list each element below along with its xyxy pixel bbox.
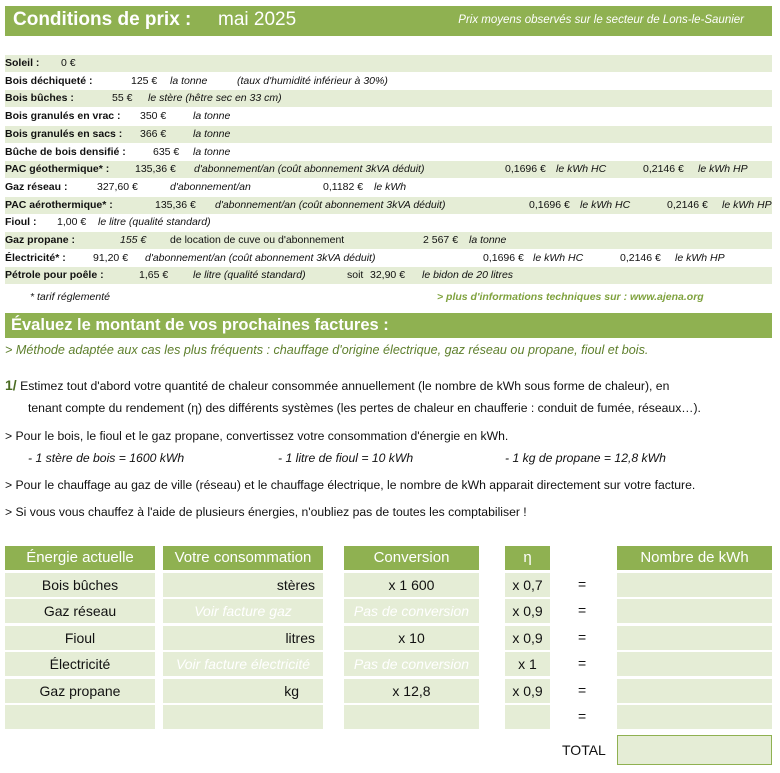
price-value: 327,60 € [97, 180, 138, 193]
step1-line1: 1/ Estimez tout d'abord votre quantité de chaleur consommée annuellement (le nombre de kWh sous forme de chaleur), en [5, 377, 670, 393]
price-label: PAC aérothermique* : [5, 198, 113, 211]
price-value: 0,1696 € [483, 251, 524, 264]
price-value: (taux d'humidité inférieur à 30%) [237, 74, 388, 87]
price-value: d'abonnement/an (coût abonnement 3kVA déduit) [215, 198, 446, 211]
kwh-result-input[interactable] [617, 705, 772, 729]
price-value: 2 567 € [423, 234, 459, 246]
price-label: Bois granulés en sacs : [5, 127, 123, 140]
price-value: d'abonnement/an [170, 180, 251, 193]
price-label: Gaz propane : [5, 234, 76, 246]
total-input[interactable] [617, 735, 772, 765]
price-value: de location de cuve ou d'abonnement [170, 234, 345, 246]
price-value: d'abonnement/an (coût abonnement 3kVA déduit) [194, 163, 425, 176]
price-value: le kWh HP [722, 198, 772, 211]
price-value: 350 € [140, 110, 167, 123]
equals-sign: = [578, 655, 587, 672]
col-header-kwh: Nombre de kWh [617, 546, 772, 570]
equals-sign: = [578, 628, 587, 645]
kwh-result-input[interactable] [617, 626, 772, 650]
conversion-cell: x 1 600 [344, 573, 479, 597]
price-label: Bois déchiqueté : [5, 74, 93, 87]
consumption-input[interactable]: kg [163, 679, 323, 703]
price-value: 125 € [131, 74, 158, 87]
price-label: Gaz réseau : [5, 180, 68, 193]
eta-cell: x 0,9 [505, 599, 550, 623]
gas-elec-note: > Pour le chauffage au gaz de ville (réseau) et le chauffage électrique, le nombre de kWh apparait directement sur votre facture. [5, 478, 696, 492]
price-row [5, 250, 772, 267]
eta-cell [505, 705, 550, 729]
price-row [5, 232, 772, 249]
price-label: Fioul : [5, 216, 37, 229]
consumption-input[interactable]: stères [163, 573, 323, 597]
price-value: le kWh HC [533, 251, 584, 264]
col-header-energy: Énergie actuelle [5, 546, 155, 570]
price-value: le stère (hêtre sec en 33 cm) [148, 92, 282, 105]
price-value: 0,2146 € [620, 251, 661, 264]
price-value: d'abonnement/an (coût abonnement 3kVA déduit) [145, 251, 376, 264]
consumption-input[interactable]: litres [163, 626, 323, 650]
consumption-input[interactable] [163, 705, 323, 729]
price-label: PAC géothermique* : [5, 163, 110, 176]
kwh-result-input[interactable] [617, 679, 772, 703]
energy-cell: Gaz réseau [5, 599, 155, 623]
price-value: 0 € [61, 57, 76, 69]
price-label: Soleil : [5, 57, 40, 69]
price-value: 135,36 € [135, 163, 176, 176]
conversion-fioul: - 1 litre de fioul = 10 kWh [278, 451, 414, 465]
price-value: 0,1696 € [505, 163, 546, 176]
price-value: 55 € [112, 92, 133, 105]
price-label: Pétrole pour poêle : [5, 269, 104, 282]
equals-sign: = [578, 681, 587, 698]
price-label: Électricité* : [5, 251, 66, 264]
price-value: 1,00 € [57, 216, 87, 229]
price-value: 32,90 € [370, 269, 406, 282]
price-row [5, 73, 772, 90]
energy-cell: Fioul [5, 626, 155, 650]
eta-cell: x 0,7 [505, 573, 550, 597]
col-header-consumption: Votre consommation [163, 546, 323, 570]
price-value: le kWh HC [556, 163, 607, 176]
convert-intro: > Pour le bois, le fioul et le gaz propane, convertissez votre consommation d'énergie en kWh. [5, 429, 509, 443]
consumption-input[interactable]: Voir facture électricité [163, 652, 323, 676]
energy-cell: Bois bûches [5, 573, 155, 597]
header-title: Conditions de prix : [13, 9, 192, 30]
method-note: > Méthode adaptée aux cas les plus fréquents : chauffage d'origine électrique, gaz réseau ou propane, fioul et bois. [5, 343, 649, 357]
total-label: TOTAL [562, 742, 606, 758]
price-value: le kWh HP [675, 251, 725, 264]
kwh-result-input[interactable] [617, 573, 772, 597]
price-row [5, 55, 772, 72]
eta-cell: x 0,9 [505, 679, 550, 703]
kwh-result-input[interactable] [617, 599, 772, 623]
price-value: 135,36 € [155, 198, 196, 211]
price-value: 91,20 € [93, 251, 129, 264]
price-value: la tonne [170, 74, 208, 87]
conversion-propane: - 1 kg de propane = 12,8 kWh [505, 451, 666, 465]
step-number: 1/ [5, 377, 17, 393]
more-info-link[interactable]: > plus d'informations techniques sur : www.ajena.org [437, 291, 704, 303]
price-header [5, 6, 772, 36]
price-value: 0,2146 € [667, 198, 708, 211]
conversion-cell [344, 705, 479, 729]
equals-sign: = [578, 708, 587, 724]
conversion-cell: Pas de conversion [344, 652, 479, 676]
eta-cell: x 0,9 [505, 626, 550, 650]
col-header-eta: η [505, 546, 550, 570]
price-row [5, 214, 772, 231]
energy-cell: Gaz propane [5, 679, 155, 703]
price-value: soit [347, 269, 364, 282]
conversion-wood: - 1 stère de bois = 1600 kWh [28, 451, 185, 465]
price-value: 0,2146 € [643, 163, 684, 176]
multi-energy-note: > Si vous vous chauffez à l'aide de plusieurs énergies, n'oubliez pas de toutes les comptabiliser ! [5, 505, 527, 519]
step1-line2: tenant compte du rendement (η) des différents systèmes (les pertes de chaleur en chaufferie : conduit de fumée, réseaux…). [28, 401, 701, 415]
price-row [5, 108, 772, 125]
price-value: 155 € [120, 234, 147, 246]
price-value: 366 € [140, 127, 167, 140]
price-label: Bois bûches : [5, 92, 74, 105]
price-value: le kWh [374, 180, 407, 193]
price-label: Bois granulés en vrac : [5, 110, 121, 123]
energy-cell: Électricité [5, 652, 155, 676]
price-row [5, 197, 772, 214]
price-value: 1,65 € [139, 269, 169, 282]
conversion-cell: Pas de conversion [344, 599, 479, 623]
price-value: 0,1182 € [323, 180, 364, 193]
price-value: la tonne [193, 110, 231, 123]
eta-cell: x 1 [505, 652, 550, 676]
price-value: le kWh HP [698, 163, 748, 176]
price-row [5, 126, 772, 143]
price-value: la tonne [469, 234, 507, 246]
conversion-cell: x 12,8 [344, 679, 479, 703]
price-row [5, 179, 772, 196]
price-label: Bûche de bois densifié : [5, 145, 126, 158]
energy-cell [5, 705, 155, 729]
price-value: le bidon de 20 litres [422, 269, 514, 282]
price-row [5, 90, 772, 107]
price-row [5, 267, 772, 284]
price-row [5, 161, 772, 178]
price-value: 635 € [153, 145, 180, 158]
header-subtitle: Prix moyens observés sur le secteur de Lons-le-Saunier [458, 14, 744, 26]
conversion-cell: x 10 [344, 626, 479, 650]
equals-sign: = [578, 602, 587, 619]
price-row [5, 144, 772, 161]
section-title: Évaluez le montant de vos prochaines factures : [5, 313, 772, 338]
price-value: le kWh HC [580, 198, 631, 211]
price-value: 0,1696 € [529, 198, 570, 211]
tarif-note: * tarif réglementé [30, 291, 110, 303]
price-value: la tonne [193, 145, 231, 158]
kwh-result-input[interactable] [617, 652, 772, 676]
price-value: la tonne [193, 127, 231, 140]
header-month: mai 2025 [218, 9, 297, 30]
price-value: le litre (qualité standard) [98, 216, 211, 229]
equals-sign: = [578, 576, 587, 592]
consumption-input[interactable]: Voir facture gaz [163, 599, 323, 623]
price-value: le litre (qualité standard) [193, 269, 306, 282]
col-header-conversion: Conversion [344, 546, 479, 570]
